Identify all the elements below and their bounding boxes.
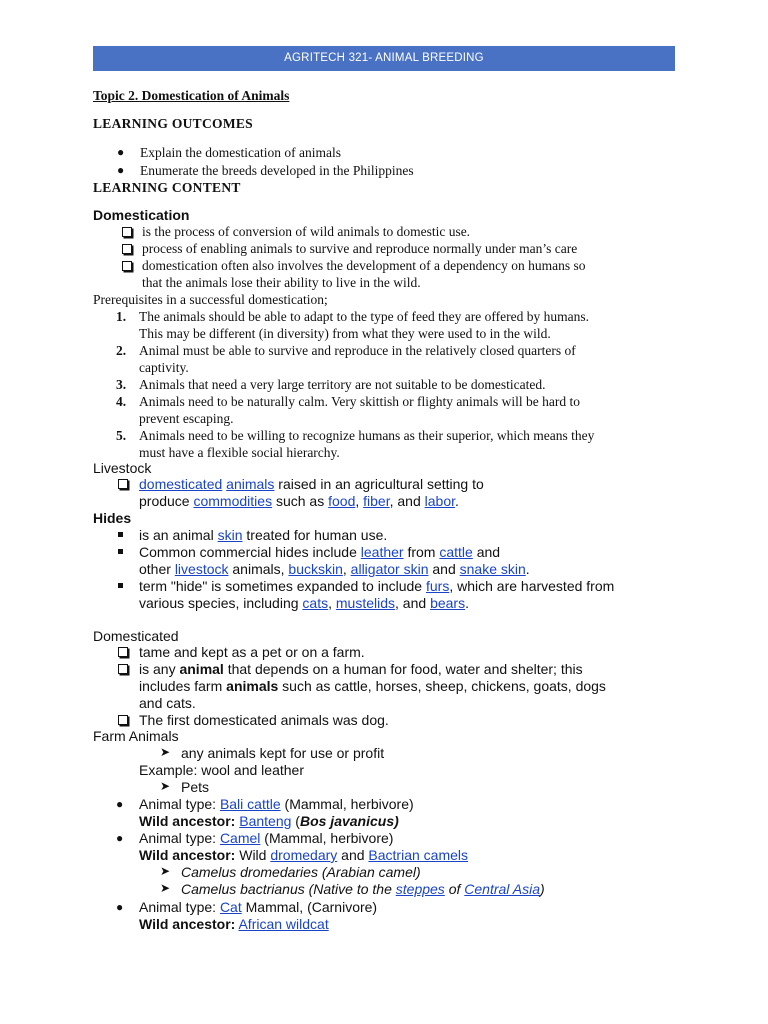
link-steppes[interactable]: steppes [395, 881, 445, 897]
link-skin[interactable]: skin [217, 527, 243, 543]
link-bali-cattle[interactable]: Bali cattle [219, 796, 281, 812]
disc-bullet-icon: ● [116, 831, 124, 845]
list-number: 4. [116, 394, 127, 409]
camel-species: Camelus bactrianus (Native to the steppes of Central Asia) [181, 881, 545, 897]
list-number: 1. [116, 309, 127, 324]
prerequisite-item: Animals that need a very large territory are not suitable to be domesticated. [139, 377, 546, 392]
wild-ancestor-line: Wild ancestor: Banteng (Bos javanicus) [139, 813, 399, 829]
outcome-item: Explain the domestication of animals [140, 145, 341, 160]
learning-outcomes-heading: LEARNING OUTCOMES [93, 116, 253, 131]
list-number: 2. [116, 343, 127, 358]
domestication-item: process of enabling animals to survive and reproduce normally under man’s care [142, 241, 578, 256]
text: , [355, 493, 364, 509]
link-african-wildcat[interactable]: African wildcat [238, 916, 329, 932]
link-snake-skin[interactable]: snake skin [459, 561, 526, 577]
wild-ancestor-line: Wild ancestor: African wildcat [139, 916, 329, 932]
link-banteng[interactable]: Banteng [239, 813, 292, 829]
link-bactrian-camels[interactable]: Bactrian camels [368, 847, 468, 863]
prerequisite-item-continued: This may be different (in diversity) from what they were used to in the wild. [139, 326, 551, 341]
hides-line: Common commercial hides include leather from cattle and [139, 544, 501, 560]
animal-type-line: Animal type: Camel (Mammal, herbivore) [139, 830, 394, 846]
link-cat[interactable]: Cat [219, 899, 242, 915]
link-cats[interactable]: cats [302, 595, 329, 611]
link-buckskin[interactable]: buckskin [288, 561, 343, 577]
link-animals[interactable]: animals [226, 476, 275, 492]
livestock-line [139, 493, 459, 509]
checkbox-bullet-icon [122, 227, 132, 237]
list-number: 3. [116, 377, 127, 392]
link-livestock[interactable]: livestock [174, 561, 229, 577]
text: raised in an agricultural setting to [274, 476, 484, 492]
domestication-item: domestication often also involves the development of a dependency on humans so [142, 258, 586, 273]
domestication-item-continued: that the animals lose their ability to live in the wild. [142, 275, 421, 290]
hides-line-continued: other livestock animals, buckskin, alligator skin and snake skin. [139, 561, 530, 577]
link-cattle[interactable]: cattle [439, 544, 473, 560]
link-fiber[interactable]: fiber [363, 493, 390, 509]
hides-line: is an animal skin treated for human use. [139, 527, 388, 543]
prerequisite-item: The animals should be able to adapt to the type of feed they are offered by humans. [139, 309, 589, 324]
domesticated-item-continued: includes farm animals such as cattle, horses, sheep, chickens, goats, dogs [139, 678, 606, 694]
square-bullet-icon [118, 549, 123, 554]
animal-type-line: Animal type: Cat Mammal, (Carnivore) [139, 899, 378, 915]
prerequisite-item-continued: prevent escaping. [139, 411, 234, 426]
disc-bullet-icon: ● [116, 797, 124, 811]
prerequisite-item: Animal must be able to survive and reproduce in the relatively closed quarters of [139, 343, 576, 358]
link-leather[interactable]: leather [360, 544, 404, 560]
arrow-bullet-icon: ➤ [160, 864, 171, 878]
link-mustelids[interactable]: mustelids [335, 595, 396, 611]
prerequisite-item-continued: captivity. [139, 360, 189, 375]
farm-animals-example: Example: wool and leather [139, 762, 304, 778]
square-bullet-icon [118, 583, 123, 588]
farm-animals-item: any animals kept for use or profit [181, 745, 385, 761]
link-food[interactable]: food [328, 493, 356, 509]
link-alligator-skin[interactable]: alligator skin [350, 561, 429, 577]
arrow-bullet-icon: ➤ [160, 779, 171, 793]
link-furs[interactable]: furs [425, 578, 450, 594]
domestication-heading: Domestication [93, 207, 190, 223]
wild-ancestor-line: Wild ancestor: Wild dromedary and Bactrian camels [139, 847, 468, 863]
domestication-item: is the process of conversion of wild animals to domestic use. [142, 224, 471, 239]
disc-bullet-icon: ● [117, 163, 125, 177]
domesticated-item: is any animal that depends on a human for food, water and shelter; this [139, 661, 583, 677]
animal-type-line: Animal type: Bali cattle (Mammal, herbivore) [139, 796, 414, 812]
outcome-item: Enumerate the breeds developed in the Philippines [140, 163, 414, 178]
link-commodities[interactable]: commodities [193, 493, 273, 509]
farm-animals-heading: Farm Animals [93, 728, 179, 744]
prerequisite-item-continued: must have a flexible social hierarchy. [139, 445, 340, 460]
learning-content-heading: LEARNING CONTENT [93, 180, 241, 195]
link-dromedary[interactable]: dromedary [270, 847, 338, 863]
farm-animals-item: Pets [181, 779, 210, 795]
text: , and [389, 493, 425, 509]
text: such as [272, 493, 329, 509]
document-header-banner: AGRITECH 321- ANIMAL BREEDING [93, 46, 675, 71]
livestock-heading: Livestock [93, 460, 152, 476]
checkbox-bullet-icon [118, 479, 128, 489]
link-camel[interactable]: Camel [219, 830, 261, 846]
list-number: 5. [116, 428, 127, 443]
domesticated-heading: Domesticated [93, 628, 179, 644]
checkbox-bullet-icon [122, 244, 132, 254]
text: produce [139, 493, 194, 509]
square-bullet-icon [118, 532, 123, 537]
checkbox-bullet-icon [118, 664, 128, 674]
disc-bullet-icon: ● [117, 145, 125, 159]
link-labor[interactable]: labor [424, 493, 455, 509]
prerequisite-item: Animals need to be naturally calm. Very skittish or flighty animals will be hard to [139, 394, 581, 409]
domesticated-item: tame and kept as a pet or on a farm. [139, 644, 365, 660]
camel-species: Camelus dromedaries (Arabian camel) [181, 864, 421, 880]
hides-heading: Hides [93, 510, 132, 526]
hides-line: term "hide" is sometimes expanded to include furs, which are harvested from [139, 578, 615, 594]
arrow-bullet-icon: ➤ [160, 745, 171, 759]
prerequisite-item: Animals need to be willing to recognize humans as their superior, which means they [139, 428, 595, 443]
arrow-bullet-icon: ➤ [160, 881, 171, 895]
checkbox-bullet-icon [118, 715, 128, 725]
topic-title: Topic 2. Domestication of Animals [93, 88, 290, 103]
prerequisites-heading: Prerequisites in a successful domestication; [93, 292, 328, 307]
link-domesticated[interactable]: domesticated [139, 476, 223, 492]
link-central-asia[interactable]: Central Asia [464, 881, 541, 897]
livestock-line [139, 476, 484, 492]
checkbox-bullet-icon [118, 647, 128, 657]
disc-bullet-icon: ● [116, 900, 124, 914]
domesticated-item: The first domesticated animals was dog. [139, 712, 389, 728]
checkbox-bullet-icon [122, 261, 132, 271]
hides-line-continued: various species, including cats, mustelids, and bears. [139, 595, 469, 611]
domesticated-item-continued: and cats. [139, 695, 196, 711]
link-bears[interactable]: bears [430, 595, 466, 611]
text: . [455, 493, 459, 509]
